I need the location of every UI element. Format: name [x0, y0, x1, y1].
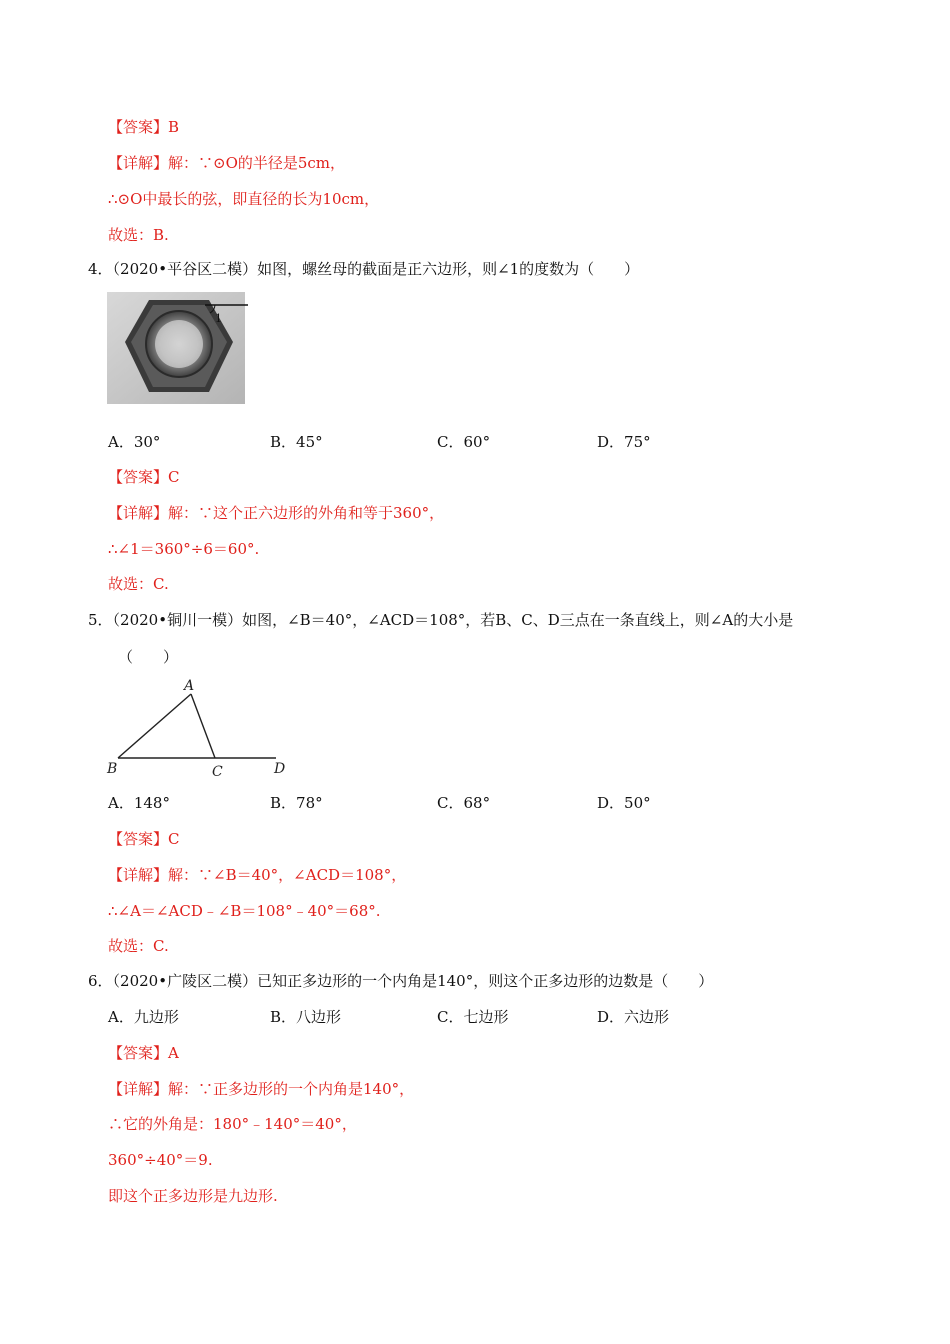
q6-option-b: B．八边形 [270, 1008, 342, 1026]
q5-answer: 【答案】C [108, 830, 180, 848]
q5-detail-2: ∴∠A＝∠ACD﹣∠B＝108°﹣40°＝68°. [108, 902, 381, 920]
vertex-d-label: D [274, 761, 286, 777]
q5-stem: 5．（2020•铜川一模）如图，∠B＝40°，∠ACD＝108°，若B、C、D三点在一条直线上，则∠A的大小是 [88, 611, 794, 629]
q6-detail-2: ∴它的外角是：180°﹣140°＝40°， [108, 1115, 357, 1133]
q4-answer: 【答案】C [108, 468, 180, 486]
q4-detail-3: 故选：C. [108, 575, 169, 593]
q6-detail-4: 即这个正多边形是九边形. [108, 1187, 278, 1205]
segment-ab [118, 694, 191, 758]
q3-answer: 【答案】B [108, 118, 180, 136]
angle-1-label: 1 [215, 312, 222, 325]
q3-detail-2: ∴⊙O中最长的弦，即直径的长为10cm， [108, 190, 380, 208]
q5-detail-1: 【详解】解：∵∠B＝40°，∠ACD＝108°， [108, 866, 407, 884]
segment-ac [191, 694, 215, 758]
vertex-a-label: A [184, 678, 195, 694]
q6-detail-1: 【详解】解：∵正多边形的一个内角是140°， [108, 1080, 415, 1098]
q4-stem: 4．（2020•平谷区二模）如图，螺丝母的截面是正六边形，则∠1的度数为（ ） [88, 260, 640, 278]
q4-option-d: D．75° [597, 433, 651, 451]
vertex-b-label: B [107, 761, 118, 777]
q4-detail-2: ∴∠1＝360°÷6＝60°. [108, 540, 260, 558]
q6-option-c: C．七边形 [437, 1008, 509, 1026]
q6-answer: 【答案】A [108, 1044, 179, 1062]
q3-detail-1: 【详解】解：∵⊙O的半径是5cm， [108, 154, 346, 172]
q6-option-d: D．六边形 [597, 1008, 670, 1026]
q5-stem-paren: （ ） [118, 648, 179, 666]
q5-option-d: D．50° [597, 794, 651, 812]
q5-detail-3: 故选：C. [108, 937, 169, 955]
q6-stem: 6．（2020•广陵区二模）已知正多边形的一个内角是140°，则这个正多边形的边数是（ ） [88, 972, 714, 990]
q5-option-b: B．78° [270, 794, 323, 812]
q4-option-a: A．30° [108, 433, 161, 451]
q6-detail-3: 360°÷40°＝9. [108, 1151, 213, 1169]
q4-option-b: B．45° [270, 433, 323, 451]
q4-option-c: C．60° [437, 433, 491, 451]
q5-option-a: A．148° [108, 794, 170, 812]
q5-option-c: C．68° [437, 794, 491, 812]
triangle-figure [104, 674, 296, 780]
vertex-c-label: C [212, 764, 223, 780]
hex-nut-figure [107, 292, 249, 404]
q3-detail-3: 故选：B. [108, 226, 169, 244]
q4-detail-1: 【详解】解：∵这个正六边形的外角和等于360°， [108, 504, 445, 522]
q6-option-a: A．九边形 [108, 1008, 179, 1026]
